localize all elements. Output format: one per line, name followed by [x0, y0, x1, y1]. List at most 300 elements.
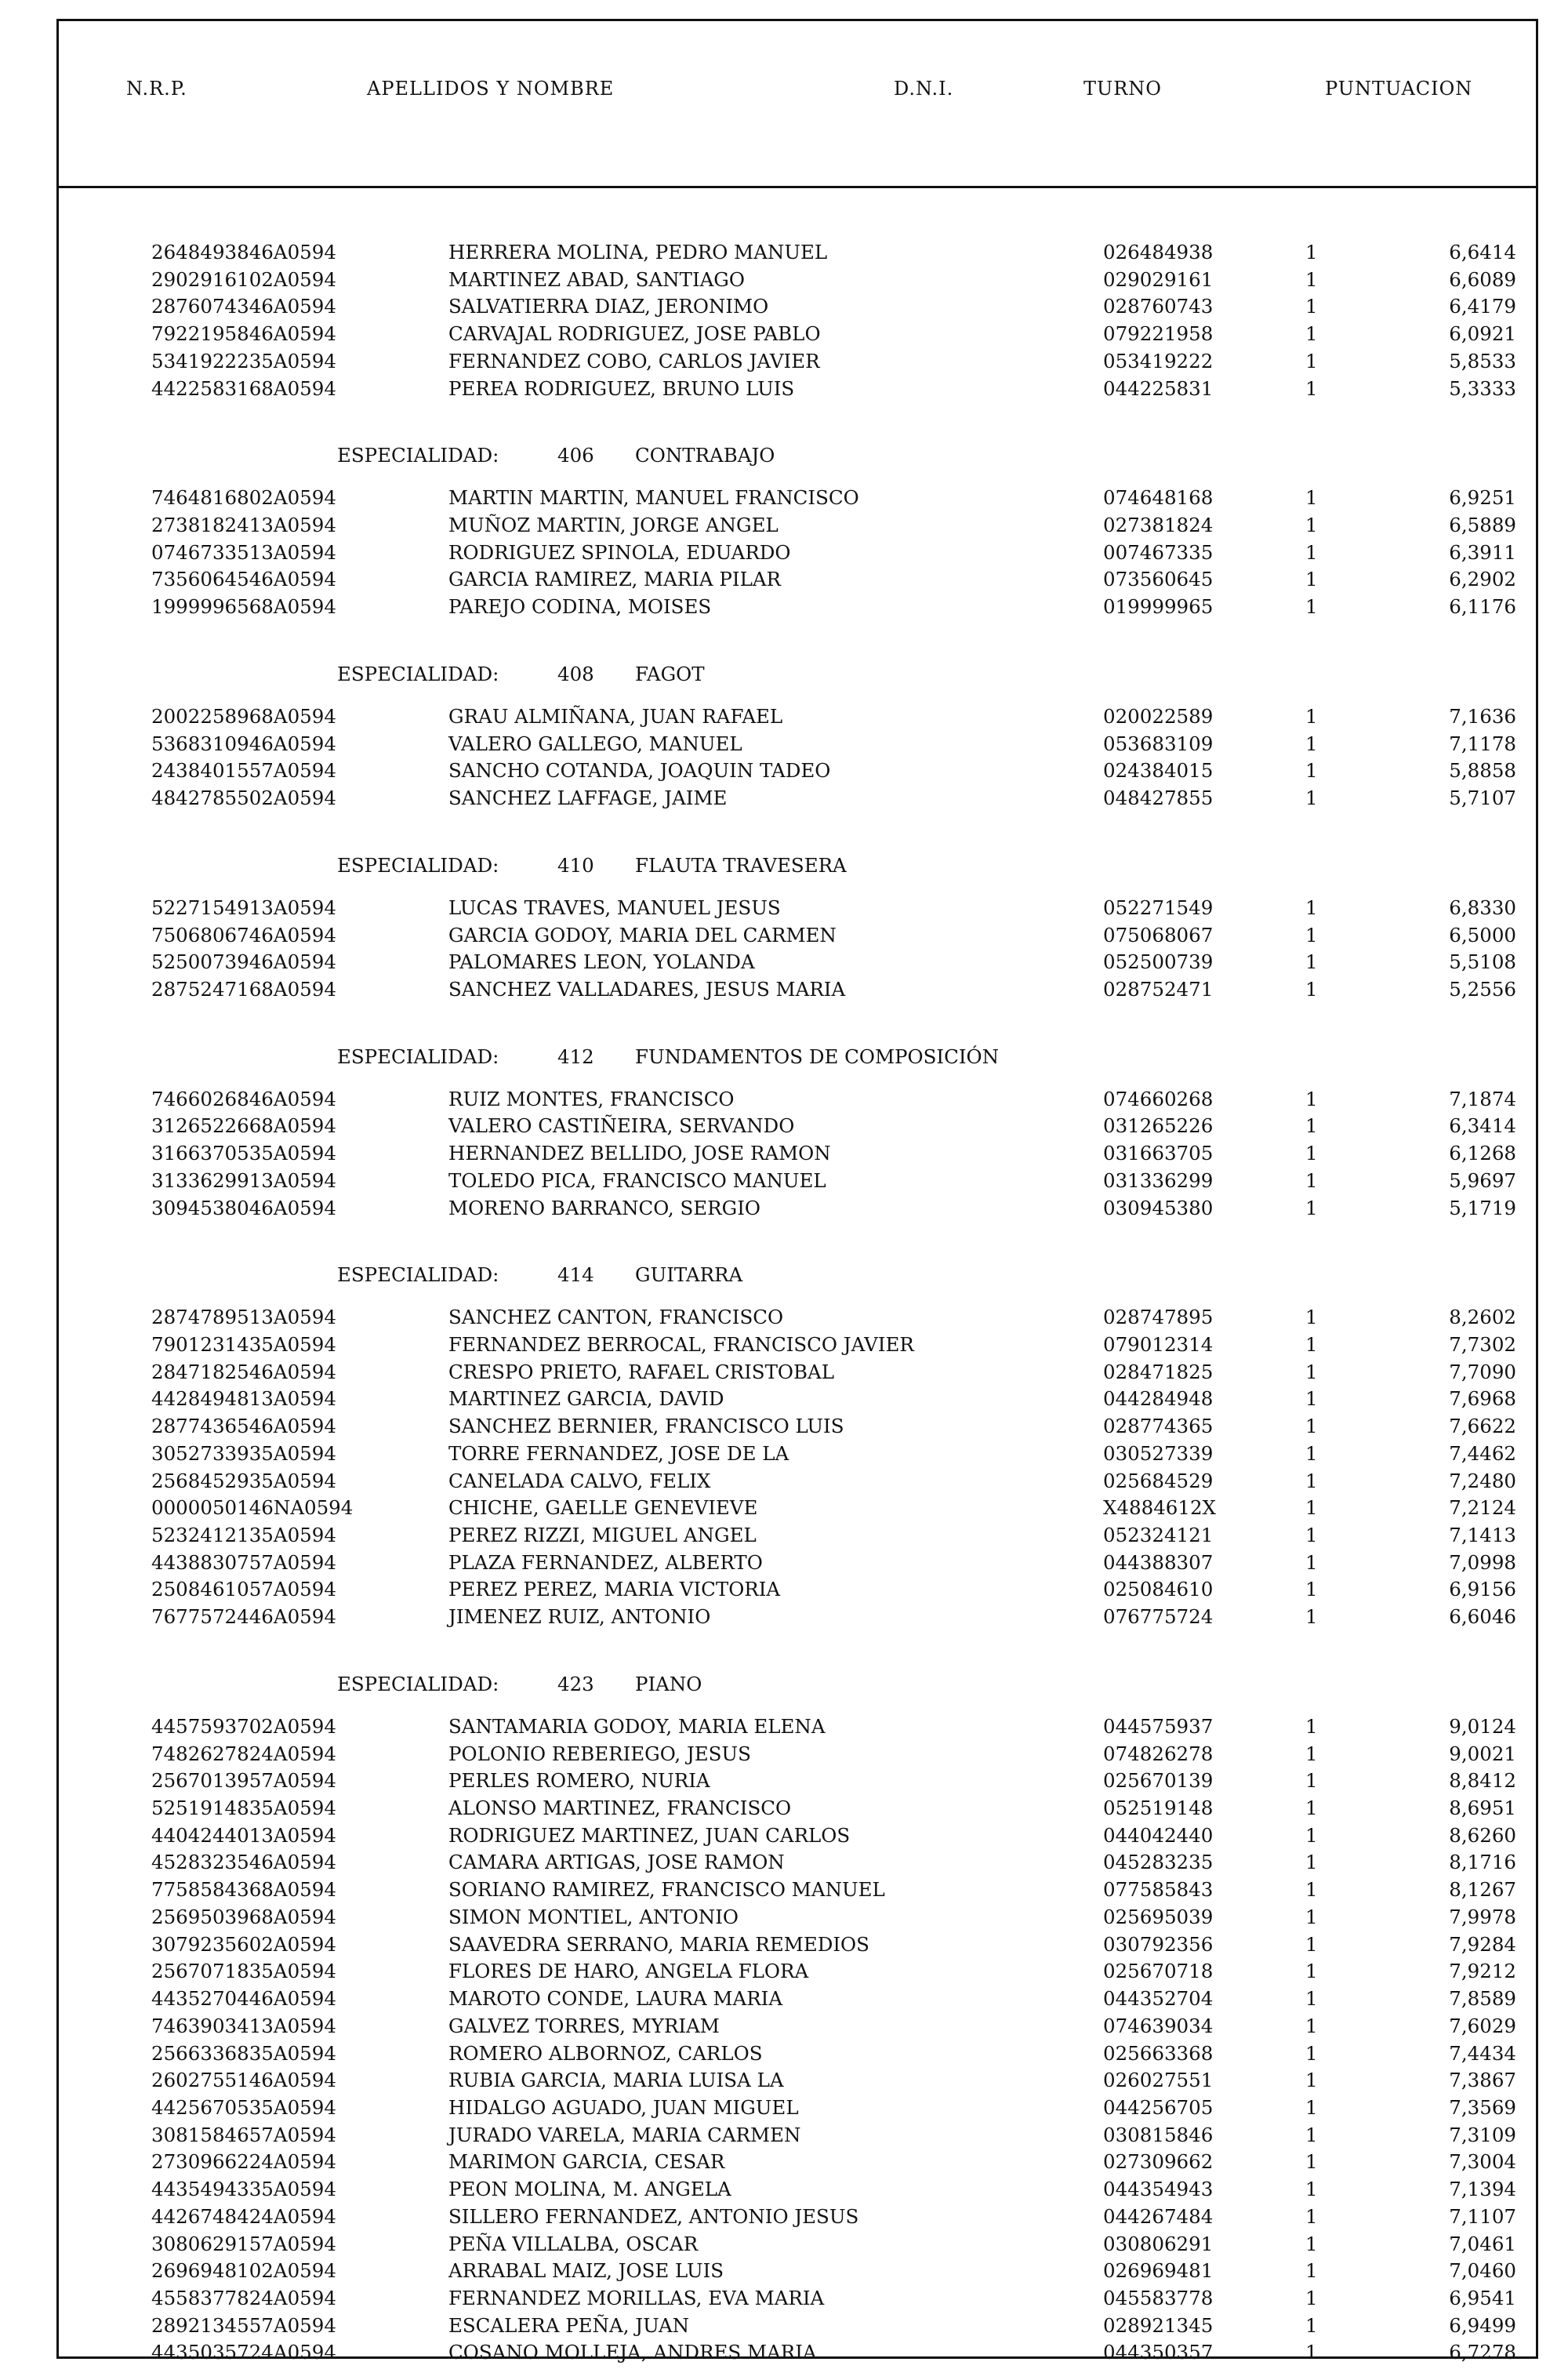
turno-cell: 1 [1305, 1360, 1318, 1383]
nrp-cell: 3133629913A0594 [151, 1168, 336, 1192]
turno-cell: 1 [1305, 2014, 1318, 2037]
dni-cell: 031265226 [1103, 1114, 1214, 1138]
dni-cell: 074648168 [1103, 486, 1214, 510]
name-cell: SIMON MONTIEL, ANTONIO [448, 1905, 739, 1928]
turno-cell: 1 [1305, 267, 1318, 291]
dni-cell: 044350357 [1103, 2341, 1214, 2364]
header-apellidos: APELLIDOS Y NOMBRE [367, 78, 615, 100]
puntuacion-cell: 8,6260 [1449, 1823, 1516, 1847]
puntuacion-cell: 5,1719 [1449, 1196, 1516, 1219]
table-row [59, 1195, 1536, 1223]
nrp-cell: 2892134557A0594 [151, 2313, 336, 2337]
puntuacion-cell: 6,0921 [1449, 322, 1516, 346]
name-cell: PLAZA FERNANDEZ, ALBERTO [448, 1550, 763, 1574]
table-row [59, 1931, 1536, 1959]
name-cell: SALVATIERRA DIAZ, JERONIMO [448, 295, 769, 318]
specialty-label: ESPECIALIDAD: [337, 1263, 499, 1287]
table-row [59, 2122, 1536, 2149]
dni-cell: 028921345 [1103, 2313, 1214, 2337]
specialty-label: ESPECIALIDAD: [337, 853, 499, 877]
table-row [59, 922, 1536, 950]
dni-cell: 031663705 [1103, 1142, 1214, 1165]
specialty-label: ESPECIALIDAD: [337, 662, 499, 685]
name-cell: SILLERO FERNANDEZ, ANTONIO JESUS [448, 2204, 859, 2228]
turno-cell: 1 [1305, 2286, 1318, 2309]
table-row [59, 1086, 1536, 1114]
specialty-heading [59, 1031, 1536, 1086]
table-row [59, 2176, 1536, 2204]
puntuacion-cell: 8,6951 [1449, 1797, 1516, 1820]
puntuacion-cell: 7,3867 [1449, 2069, 1516, 2092]
turno-cell: 1 [1305, 322, 1318, 346]
dni-cell: 030806291 [1103, 2232, 1214, 2255]
specialty-heading [59, 840, 1536, 895]
puntuacion-cell: 5,9697 [1449, 1168, 1516, 1192]
table-row [59, 267, 1536, 294]
table-row [59, 1822, 1536, 1850]
name-cell: PALOMARES LEON, YOLANDA [448, 950, 755, 974]
dni-cell: 045283235 [1103, 1851, 1214, 1874]
puntuacion-cell: 7,6029 [1449, 2014, 1516, 2037]
dni-cell: 074826278 [1103, 1742, 1214, 1765]
dni-cell: 044388307 [1103, 1550, 1214, 1574]
specialty-code: 406 [557, 444, 594, 467]
dni-cell: 077585843 [1103, 1878, 1214, 1902]
turno-cell: 1 [1305, 1605, 1318, 1629]
table-row [59, 1113, 1536, 1140]
name-cell: HERRERA MOLINA, PEDRO MANUEL [448, 241, 828, 263]
name-cell: MORENO BARRANCO, SERGIO [448, 1196, 760, 1219]
nrp-cell: 5232412135A0594 [151, 1524, 336, 1546]
dni-cell: 052324121 [1103, 1524, 1214, 1546]
specialty-code: 412 [557, 1045, 594, 1068]
dni-cell: 025663368 [1103, 2041, 1214, 2065]
turno-cell: 1 [1305, 2232, 1318, 2255]
name-cell: JURADO VARELA, MARIA CARMEN [448, 2123, 801, 2146]
table-row [59, 2204, 1536, 2231]
nrp-cell: 2730966224A0594 [151, 2150, 336, 2174]
dni-cell: 044267484 [1103, 2204, 1214, 2228]
turno-cell: 1 [1305, 2069, 1318, 2092]
turno-cell: 1 [1305, 1769, 1318, 1793]
dni-cell: 074660268 [1103, 1087, 1214, 1110]
turno-cell: 1 [1305, 1469, 1318, 1492]
dni-cell: 027381824 [1103, 514, 1214, 537]
table-row [59, 2258, 1536, 2285]
name-cell: FERNANDEZ BERROCAL, FRANCISCO JAVIER [448, 1332, 914, 1356]
turno-cell: 1 [1305, 540, 1318, 564]
nrp-cell: 5368310946A0594 [151, 732, 336, 755]
puntuacion-cell: 8,1716 [1449, 1851, 1516, 1874]
turno-cell: 1 [1305, 486, 1318, 510]
nrp-cell: 2602755146A0594 [151, 2069, 336, 2092]
puntuacion-cell: 6,9156 [1449, 1578, 1516, 1601]
table-row [59, 1359, 1536, 1386]
puntuacion-cell: 7,9978 [1449, 1905, 1516, 1928]
dni-cell: 030945380 [1103, 1196, 1214, 1219]
turno-cell: 1 [1305, 514, 1318, 537]
nrp-cell: 2438401557A0594 [151, 759, 336, 783]
turno-cell: 1 [1305, 349, 1318, 372]
puntuacion-cell: 5,2556 [1449, 977, 1516, 1001]
dni-cell: 074639034 [1103, 2014, 1214, 2037]
table-row [59, 594, 1536, 621]
dni-cell: 053683109 [1103, 732, 1214, 755]
table-row [59, 1386, 1536, 1413]
name-cell: GARCIA GODOY, MARIA DEL CARMEN [448, 923, 837, 947]
nrp-cell: 5341922235A0594 [151, 349, 336, 372]
turno-cell: 1 [1305, 1878, 1318, 1902]
puntuacion-cell: 5,7107 [1449, 787, 1516, 810]
dni-cell: 025670139 [1103, 1769, 1214, 1793]
nrp-cell: 2567013957A0594 [151, 1769, 336, 1793]
nrp-cell: 4426748424A0594 [151, 2204, 336, 2228]
nrp-cell: 0000050146NA0594 [151, 1496, 354, 1520]
nrp-cell: 7506806746A0594 [151, 923, 336, 947]
specialty-name: FUNDAMENTOS DE COMPOSICIÓN [635, 1045, 1000, 1068]
nrp-cell: 2648493846A0594 [151, 241, 336, 263]
turno-cell: 1 [1305, 2150, 1318, 2174]
specialty-heading [59, 1249, 1536, 1304]
turno-cell: 1 [1305, 2178, 1318, 2201]
nrp-cell: 2567071835A0594 [151, 1960, 336, 1983]
nrp-cell: 2566336835A0594 [151, 2041, 336, 2065]
nrp-cell: 4425670535A0594 [151, 2095, 336, 2119]
name-cell: GRAU ALMIÑANA, JUAN RAFAEL [448, 704, 783, 728]
table-row [59, 1522, 1536, 1550]
puntuacion-cell: 7,4462 [1449, 1441, 1516, 1465]
dni-cell: 044575937 [1103, 1714, 1214, 1738]
nrp-cell: 3079235602A0594 [151, 1932, 336, 1956]
turno-cell: 1 [1305, 1496, 1318, 1520]
turno-cell: 1 [1305, 1932, 1318, 1956]
header-turno: TURNO [1083, 78, 1162, 100]
specialty-label: ESPECIALIDAD: [337, 1045, 499, 1068]
nrp-cell: 4528323546A0594 [151, 1851, 336, 1874]
turno-cell: 1 [1305, 896, 1318, 919]
name-cell: LUCAS TRAVES, MANUEL JESUS [448, 896, 781, 919]
name-cell: HERNANDEZ BELLIDO, JOSE RAMON [448, 1142, 831, 1165]
table-row [59, 2095, 1536, 2122]
dni-cell: 048427855 [1103, 787, 1214, 810]
dni-cell: 079012314 [1103, 1332, 1214, 1356]
dni-cell: 007467335 [1103, 540, 1214, 564]
puntuacion-cell: 6,5000 [1449, 923, 1516, 947]
table-row [59, 1140, 1536, 1168]
puntuacion-cell: 7,6622 [1449, 1415, 1516, 1438]
name-cell: MAROTO CONDE, LAURA MARIA [448, 1987, 783, 2011]
table-header [59, 21, 1536, 188]
name-cell: CAMARA ARTIGAS, JOSE RAMON [448, 1851, 785, 1874]
dni-cell: 073560645 [1103, 568, 1214, 591]
dni-cell: 044256705 [1103, 2095, 1214, 2119]
nrp-cell: 0746733513A0594 [151, 540, 336, 564]
puntuacion-cell: 7,0998 [1449, 1550, 1516, 1574]
specialty-heading [59, 1659, 1536, 1713]
nrp-cell: 4438830757A0594 [151, 1550, 336, 1574]
table-row [59, 2013, 1536, 2040]
table-row [59, 348, 1536, 376]
table-row [59, 376, 1536, 403]
table-row [59, 540, 1536, 567]
turno-cell: 1 [1305, 1578, 1318, 1601]
nrp-cell: 2508461057A0594 [151, 1578, 336, 1601]
turno-cell: 1 [1305, 1987, 1318, 2011]
puntuacion-cell: 7,1107 [1449, 2204, 1516, 2228]
table-row [59, 785, 1536, 812]
puntuacion-cell: 7,1178 [1449, 732, 1516, 755]
dni-cell: 044284948 [1103, 1387, 1214, 1411]
dni-cell: 052500739 [1103, 950, 1214, 974]
name-cell: RUBIA GARCIA, MARIA LUISA LA [448, 2069, 784, 2092]
dni-cell: 025670718 [1103, 1960, 1214, 1983]
specialty-name: FLAUTA TRAVESERA [635, 853, 847, 877]
turno-cell: 1 [1305, 1387, 1318, 1411]
puntuacion-cell: 7,0461 [1449, 2232, 1516, 2255]
table-row [59, 1576, 1536, 1604]
turno-cell: 1 [1305, 787, 1318, 810]
puntuacion-cell: 6,3414 [1449, 1114, 1516, 1138]
nrp-cell: 3081584657A0594 [151, 2123, 336, 2146]
turno-cell: 1 [1305, 2041, 1318, 2065]
nrp-cell: 7482627824A0594 [151, 1742, 336, 1765]
table-row [59, 2149, 1536, 2176]
name-cell: PEÑA VILLALBA, OSCAR [448, 2232, 699, 2255]
table-row [59, 1986, 1536, 2013]
puntuacion-cell: 9,0021 [1449, 1742, 1516, 1765]
name-cell: PEREA RODRIGUEZ, BRUNO LUIS [448, 376, 795, 400]
turno-cell: 1 [1305, 950, 1318, 974]
name-cell: CARVAJAL RODRIGUEZ, JOSE PABLO [448, 322, 821, 346]
table-row [59, 703, 1536, 731]
turno-cell: 1 [1305, 1823, 1318, 1847]
table-row [59, 1904, 1536, 1931]
turno-cell: 1 [1305, 1714, 1318, 1738]
nrp-cell: 2902916102A0594 [151, 267, 336, 291]
nrp-cell: 7356064546A0594 [151, 568, 336, 591]
name-cell: POLONIO REBERIEGO, JESUS [448, 1742, 751, 1765]
dni-cell: 079221958 [1103, 322, 1214, 346]
turno-cell: 1 [1305, 2204, 1318, 2228]
specialty-code: 414 [557, 1263, 594, 1287]
group-spacer [59, 1631, 1536, 1659]
table-row [59, 758, 1536, 785]
puntuacion-cell: 7,3569 [1449, 2095, 1516, 2119]
dni-cell: 028752471 [1103, 977, 1214, 1001]
nrp-cell: 4435270446A0594 [151, 1987, 336, 2011]
turno-cell: 1 [1305, 1905, 1318, 1928]
name-cell: FERNANDEZ COBO, CARLOS JAVIER [448, 349, 820, 372]
nrp-cell: 7922195846A0594 [151, 322, 336, 346]
table-row [59, 2285, 1536, 2313]
name-cell: FERNANDEZ MORILLAS, EVA MARIA [448, 2286, 825, 2309]
dni-cell: 026969481 [1103, 2259, 1214, 2283]
table-row [59, 239, 1536, 267]
dni-cell: 030815846 [1103, 2123, 1214, 2146]
nrp-cell: 3052733935A0594 [151, 1441, 336, 1465]
turno-cell: 1 [1305, 2313, 1318, 2337]
nrp-cell: 3094538046A0594 [151, 1196, 336, 1219]
puntuacion-cell: 6,1176 [1449, 595, 1516, 619]
table-row [59, 731, 1536, 758]
turno-cell: 1 [1305, 1114, 1318, 1138]
puntuacion-cell: 6,3911 [1449, 540, 1516, 564]
dni-cell: 029029161 [1103, 267, 1214, 291]
puntuacion-cell: 6,1268 [1449, 1142, 1516, 1165]
specialty-code: 408 [557, 662, 594, 685]
group-spacer [59, 621, 1536, 649]
nrp-cell: 4404244013A0594 [151, 1823, 336, 1847]
name-cell: RUIZ MONTES, FRANCISCO [448, 1087, 735, 1110]
table-row [59, 1849, 1536, 1877]
turno-cell: 1 [1305, 2095, 1318, 2119]
table-row [59, 1468, 1536, 1495]
group-spacer [59, 402, 1536, 430]
turno-cell: 1 [1305, 977, 1318, 1001]
table-row [59, 512, 1536, 540]
table-row [59, 1741, 1536, 1768]
puntuacion-cell: 6,6046 [1449, 1605, 1516, 1629]
name-cell: VALERO CASTIÑEIRA, SERVANDO [448, 1114, 795, 1138]
nrp-cell: 2002258968A0594 [151, 704, 336, 728]
puntuacion-cell: 7,0460 [1449, 2259, 1516, 2283]
table-row [59, 895, 1536, 922]
name-cell: VALERO GALLEGO, MANUEL [448, 732, 742, 755]
puntuacion-cell: 5,8858 [1449, 759, 1516, 783]
table-row [59, 1877, 1536, 1904]
dni-cell: 052271549 [1103, 896, 1214, 919]
nrp-cell: 1999996568A0594 [151, 595, 336, 619]
name-cell: ARRABAL MAIZ, JOSE LUIS [448, 2259, 724, 2283]
turno-cell: 1 [1305, 1742, 1318, 1765]
nrp-cell: 3166370535A0594 [151, 1142, 336, 1165]
puntuacion-cell: 7,4434 [1449, 2041, 1516, 2065]
puntuacion-cell: 7,1394 [1449, 2178, 1516, 2201]
turno-cell: 1 [1305, 923, 1318, 947]
dni-cell: 028760743 [1103, 295, 1214, 318]
dni-cell: 025084610 [1103, 1578, 1214, 1601]
nrp-cell: 4435035724A0594 [151, 2341, 336, 2364]
name-cell: SANTAMARIA GODOY, MARIA ELENA [448, 1714, 826, 1738]
header-dni: D.N.I. [894, 78, 954, 100]
dni-cell: 030527339 [1103, 1441, 1214, 1465]
name-cell: SANCHEZ CANTON, FRANCISCO [448, 1306, 784, 1329]
nrp-cell: 3080629157A0594 [151, 2232, 336, 2255]
name-cell: SANCHEZ VALLADARES, JESUS MARIA [448, 977, 846, 1001]
table-row [59, 2313, 1536, 2340]
turno-cell: 1 [1305, 1960, 1318, 1983]
puntuacion-cell: 5,8533 [1449, 349, 1516, 372]
nrp-cell: 2696948102A0594 [151, 2259, 336, 2283]
puntuacion-cell: 9,0124 [1449, 1714, 1516, 1738]
turno-cell: 1 [1305, 295, 1318, 318]
name-cell: PEREZ RIZZI, MIGUEL ANGEL [448, 1524, 757, 1546]
dni-cell: 025695039 [1103, 1905, 1214, 1928]
puntuacion-cell: 5,3333 [1449, 376, 1516, 400]
table-body [59, 239, 1536, 2367]
name-cell: TORRE FERNANDEZ, JOSE DE LA [448, 1441, 789, 1465]
table-row [59, 1768, 1536, 1795]
group-spacer [59, 1222, 1536, 1249]
puntuacion-cell: 7,2480 [1449, 1469, 1516, 1492]
turno-cell: 1 [1305, 2341, 1318, 2364]
table-row [59, 2231, 1536, 2258]
puntuacion-cell: 6,9499 [1449, 2313, 1516, 2337]
nrp-cell: 4842785502A0594 [151, 787, 336, 810]
nrp-cell: 4457593702A0594 [151, 1714, 336, 1738]
specialty-code: 410 [557, 853, 594, 877]
nrp-cell: 2875247168A0594 [151, 977, 336, 1001]
table-row [59, 1795, 1536, 1822]
nrp-cell: 2569503968A0594 [151, 1905, 336, 1928]
nrp-cell: 7464816802A0594 [151, 486, 336, 510]
puntuacion-cell: 6,6414 [1449, 241, 1516, 263]
puntuacion-cell: 6,2902 [1449, 568, 1516, 591]
turno-cell: 1 [1305, 732, 1318, 755]
turno-cell: 1 [1305, 2123, 1318, 2146]
turno-cell: 1 [1305, 1306, 1318, 1329]
table-row [59, 1604, 1536, 1631]
name-cell: RODRIGUEZ SPINOLA, EDUARDO [448, 540, 791, 564]
name-cell: CANELADA CALVO, FELIX [448, 1469, 711, 1492]
turno-cell: 1 [1305, 1087, 1318, 1110]
turno-cell: 1 [1305, 1441, 1318, 1465]
dni-cell: 026484938 [1103, 241, 1214, 263]
table-row [59, 1958, 1536, 1986]
name-cell: MARTIN MARTIN, MANUEL FRANCISCO [448, 486, 859, 510]
puntuacion-cell: 7,9284 [1449, 1932, 1516, 1956]
name-cell: PERLES ROMERO, NURIA [448, 1769, 710, 1793]
dni-cell: 026027551 [1103, 2069, 1214, 2092]
name-cell: PEON MOLINA, M. ANGELA [448, 2178, 731, 2201]
name-cell: PAREJO CODINA, MOISES [448, 595, 712, 619]
puntuacion-cell: 6,6089 [1449, 267, 1516, 291]
turno-cell: 1 [1305, 704, 1318, 728]
name-cell: COSANO MOLLEJA, ANDRES MARIA [448, 2341, 817, 2364]
dni-cell: 030792356 [1103, 1932, 1214, 1956]
puntuacion-cell: 7,6968 [1449, 1387, 1516, 1411]
table-row [59, 1441, 1536, 1468]
puntuacion-cell: 6,9251 [1449, 486, 1516, 510]
name-cell: TOLEDO PICA, FRANCISCO MANUEL [448, 1168, 826, 1192]
table-row [59, 293, 1536, 321]
table-row [59, 949, 1536, 976]
specialty-name: PIANO [635, 1672, 702, 1695]
turno-cell: 1 [1305, 1142, 1318, 1165]
header-nrp: N.R.P. [126, 78, 187, 100]
dni-cell: 028471825 [1103, 1360, 1214, 1383]
name-cell: JIMENEZ RUIZ, ANTONIO [448, 1605, 711, 1629]
dni-cell: 076775724 [1103, 1605, 1214, 1629]
turno-cell: 1 [1305, 1550, 1318, 1574]
turno-cell: 1 [1305, 1851, 1318, 1874]
table-row [59, 485, 1536, 512]
nrp-cell: 4435494335A0594 [151, 2178, 336, 2201]
name-cell: CHICHE, GAELLE GENEVIEVE [448, 1496, 758, 1520]
puntuacion-cell: 8,1267 [1449, 1878, 1516, 1902]
group-spacer [59, 812, 1536, 840]
dni-cell: 044042440 [1103, 1823, 1214, 1847]
name-cell: MUÑOZ MARTIN, JORGE ANGEL [448, 514, 779, 537]
turno-cell: 1 [1305, 376, 1318, 400]
puntuacion-cell: 8,8412 [1449, 1769, 1516, 1793]
specialty-label: ESPECIALIDAD: [337, 444, 499, 467]
name-cell: ALONSO MARTINEZ, FRANCISCO [448, 1797, 792, 1820]
name-cell: CRESPO PRIETO, RAFAEL CRISTOBAL [448, 1360, 834, 1383]
puntuacion-cell: 7,1874 [1449, 1087, 1516, 1110]
turno-cell: 1 [1305, 1332, 1318, 1356]
dni-cell: 044225831 [1103, 376, 1214, 400]
